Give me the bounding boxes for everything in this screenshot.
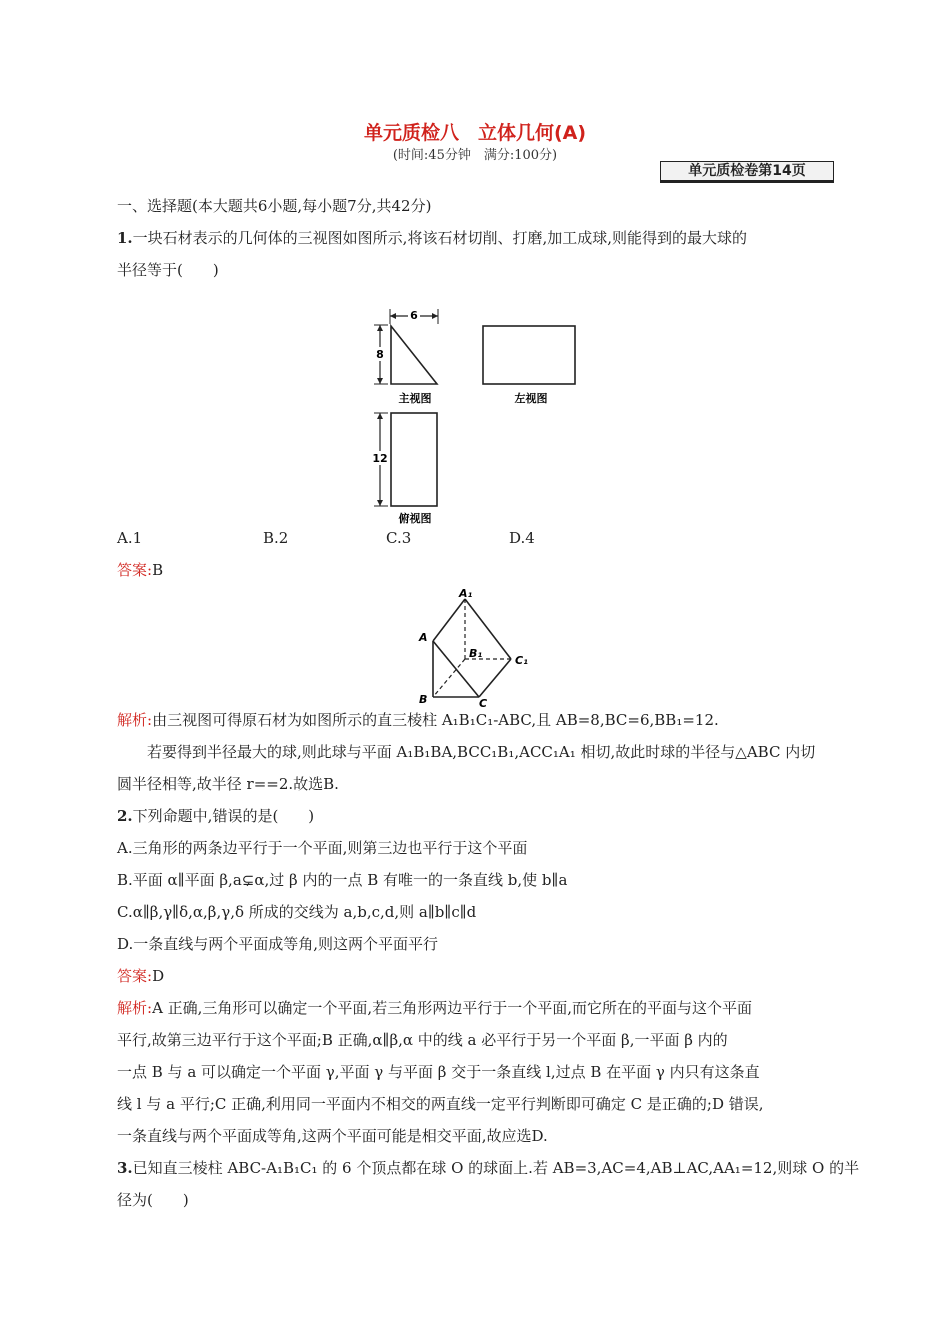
edge-c1-c <box>479 659 511 697</box>
q1-answer-label: 答案: <box>117 561 153 579</box>
q1-analysis-line1 <box>117 710 719 730</box>
question-1-number: 1. <box>117 229 133 247</box>
q2-option-a: A.三角形的两条边平行于一个平面,则第三边也平行于这个平面 <box>117 839 528 857</box>
left-view-label: 左视图 <box>514 392 548 405</box>
three-view-figure <box>360 300 600 530</box>
q2-analysis-line4: 线 l 与 a 平行;C 正确,利用同一平面内不相交的两直线一定平行判断即可确定 C 是正确的;D 错误, <box>117 1095 764 1113</box>
vertex-a-label: A <box>419 631 428 644</box>
q1-analysis-line2: 若要得到半径最大的球,则此球与平面 A₁B₁BA,BCC₁B₁,ACC₁A₁ 相切,故此时球的半径与△ABC 内切 <box>147 743 816 761</box>
q1-analysis-label: 解析: <box>117 711 153 729</box>
front-view-label: 主视图 <box>398 392 432 405</box>
section-heading: 一、选择题(本大题共6小题,每小题7分,共42分) <box>117 197 432 215</box>
page-subtitle: (时间:45分钟 满分:100分) <box>392 148 558 163</box>
q2-answer <box>117 966 164 986</box>
question-2-text: 下列命题中,错误的是( ) <box>132 807 315 825</box>
edge-b1-b-hidden <box>433 659 465 697</box>
q2-answer-value: D <box>152 967 165 985</box>
question-3-text1: 已知直三棱柱 ABC-A₁B₁C₁ 的 6 个顶点都在球 O 的球面上.若 AB=3,AC=4,AB⊥AC,AA₁=12,则球 O 的半 <box>132 1159 860 1177</box>
vertex-b1-label: B₁ <box>469 647 483 660</box>
left-view-rectangle <box>483 326 575 384</box>
q2-answer-label: 答案: <box>117 967 153 985</box>
front-view-triangle <box>391 326 437 384</box>
q2-option-b: B.平面 α∥平面 β,a⊊α,过 β 内的一点 B 有唯一的一条直线 b,使 b∥a <box>117 871 568 889</box>
q1-analysis-text1: 由三视图可得原石材为如图所示的直三棱柱 A₁B₁C₁-ABC,且 AB=8,BC=6,BB₁=12. <box>152 711 719 729</box>
question-3-text2: 径为( ) <box>117 1191 189 1209</box>
prism-figure <box>415 585 540 710</box>
dim-width-label: 6 <box>410 309 418 322</box>
question-1-text2: 半径等于( ) <box>117 261 219 279</box>
q2-analysis-text1: A 正确,三角形可以确定一个平面,若三角形两边平行于一个平面,而它所在的平面与这个平面 <box>152 999 752 1017</box>
question-1-line1 <box>117 228 747 248</box>
q2-analysis-label: 解析: <box>117 999 153 1017</box>
page-reference-box: 单元质检卷第14页 <box>660 161 834 183</box>
q2-analysis-line5: 一条直线与两个平面成等角,这两个平面可能是相交平面,故应选D. <box>117 1127 548 1145</box>
q2-option-d: D.一条直线与两个平面成等角,则这两个平面平行 <box>117 935 439 953</box>
dim-depth-arrow-bottom <box>377 500 383 506</box>
dim-depth-arrow-top <box>377 413 383 419</box>
q2-analysis-line3: 一点 B 与 a 可以确定一个平面 γ,平面 γ 与平面 β 交于一条直线 l,过点 B 在平面 γ 内只有这条直 <box>117 1063 760 1081</box>
q1-option-a: A.1 <box>117 529 143 547</box>
dim-width-arrow-left <box>390 313 396 319</box>
question-1-text1: 一块石材表示的几何体的三视图如图所示,将该石材切削、打磨,加工成球,则能得到的最大球的 <box>132 229 747 247</box>
q2-analysis-line2: 平行,故第三边平行于这个平面;B 正确,α∥β,α 中的线 a 必平行于另一个平面 β,一平面 β 内的 <box>117 1031 728 1049</box>
question-3-line1 <box>117 1158 859 1178</box>
top-view-label: 俯视图 <box>398 512 432 525</box>
vertex-a1-label: A₁ <box>459 587 473 600</box>
q1-answer-value: B <box>152 561 164 579</box>
q1-analysis-line3: 圆半径相等,故半径 r==2.故选B. <box>117 775 339 793</box>
q1-option-b: B.2 <box>263 529 289 547</box>
q2-analysis-line1 <box>117 998 752 1018</box>
vertex-c-label: C <box>479 697 488 710</box>
question-2-number: 2. <box>117 807 133 825</box>
q1-answer <box>117 560 163 580</box>
vertex-c1-label: C₁ <box>515 654 528 667</box>
question-2 <box>117 806 314 826</box>
edge-a-a1 <box>433 599 465 641</box>
question-3-number: 3. <box>117 1159 133 1177</box>
page-title: 单元质检八 立体几何(A) <box>363 122 587 144</box>
vertex-b-label: B <box>419 693 428 706</box>
dim-height-arrow-top <box>377 325 383 331</box>
q2-option-c: C.α∥β,γ∥δ,α,β,γ,δ 所成的交线为 a,b,c,d,则 a∥b∥c∥d <box>117 903 477 921</box>
dim-height-arrow-bottom <box>377 378 383 384</box>
q1-option-d: D.4 <box>509 529 535 547</box>
dim-depth-label: 12 <box>372 452 388 465</box>
dim-height-label: 8 <box>376 348 384 361</box>
dim-width-arrow-right <box>432 313 438 319</box>
q1-option-c: C.3 <box>386 529 412 547</box>
top-view-rectangle <box>391 413 437 506</box>
